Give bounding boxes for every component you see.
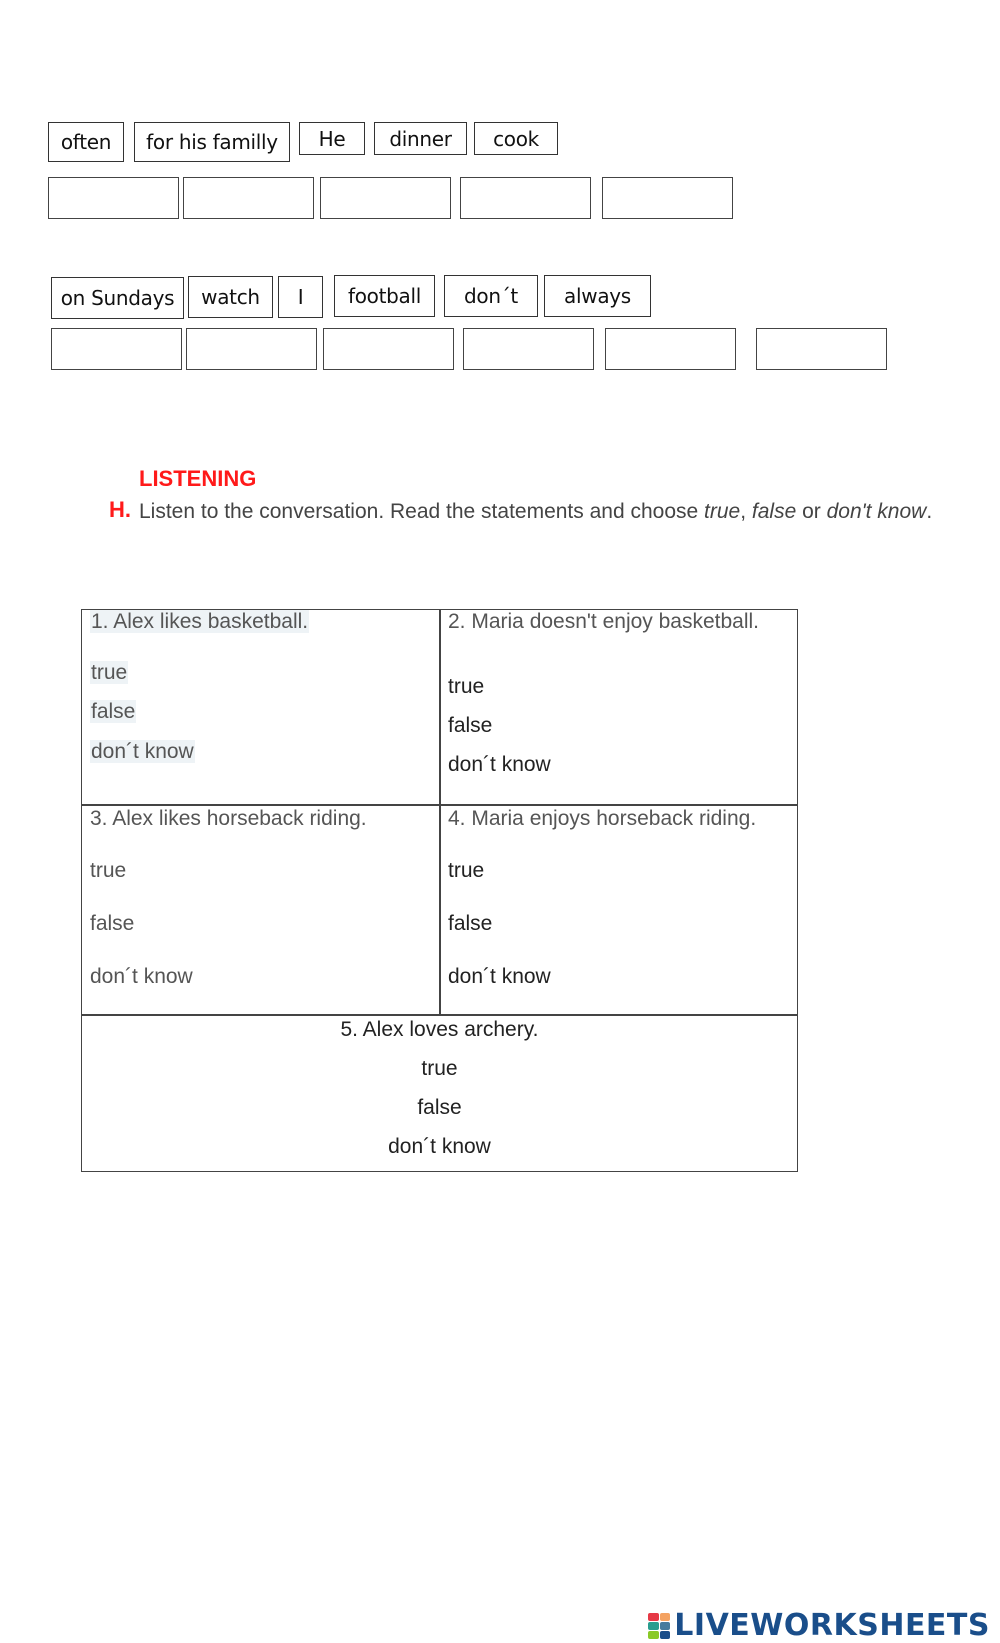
answer-slot[interactable] bbox=[320, 177, 451, 219]
answer-slot[interactable] bbox=[51, 328, 182, 370]
option-dont-know[interactable]: don´t know bbox=[448, 753, 551, 776]
divider bbox=[82, 1014, 797, 1016]
option-false[interactable]: false bbox=[91, 700, 136, 723]
option-true[interactable]: true bbox=[421, 1057, 458, 1080]
word-tile[interactable]: on Sundays bbox=[51, 277, 184, 319]
word-tile[interactable]: often bbox=[48, 122, 124, 162]
brand-logo[interactable] bbox=[648, 1608, 990, 1643]
answer-slot[interactable] bbox=[756, 328, 887, 370]
word-tile[interactable]: dinner bbox=[374, 122, 467, 155]
word-tile[interactable]: He bbox=[299, 122, 365, 155]
statement: 2. Maria doesn't enjoy basketball. bbox=[448, 610, 760, 633]
option-false[interactable]: false bbox=[448, 912, 493, 935]
statement: 3. Alex likes horseback riding. bbox=[90, 807, 367, 830]
option-true[interactable]: true bbox=[90, 859, 127, 882]
answer-slot[interactable] bbox=[602, 177, 733, 219]
statement: 1. Alex likes basketball. bbox=[91, 610, 309, 633]
answer-slot[interactable] bbox=[186, 328, 317, 370]
true-false-table bbox=[81, 609, 798, 1172]
answer-slot[interactable] bbox=[323, 328, 454, 370]
word-tile[interactable]: cook bbox=[474, 122, 558, 155]
option-dont-know[interactable]: don´t know bbox=[90, 965, 193, 988]
logo-icon bbox=[648, 1613, 670, 1639]
option-false[interactable]: false bbox=[448, 714, 493, 737]
brand-name: LIVEWORKSHEETS bbox=[674, 1608, 990, 1643]
option-false[interactable]: false bbox=[417, 1096, 462, 1119]
answer-slot[interactable] bbox=[605, 328, 736, 370]
option-dont-know[interactable]: don´t know bbox=[448, 965, 551, 988]
answer-slot[interactable] bbox=[48, 177, 179, 219]
option-true[interactable]: true bbox=[91, 661, 128, 684]
option-true[interactable]: true bbox=[448, 859, 485, 882]
word-tile[interactable]: watch bbox=[188, 276, 273, 318]
option-true[interactable]: true bbox=[448, 675, 485, 698]
answer-slot[interactable] bbox=[183, 177, 314, 219]
option-dont-know[interactable]: don´t know bbox=[388, 1135, 491, 1158]
option-dont-know[interactable]: don´t know bbox=[91, 740, 194, 763]
statement: 5. Alex loves archery. bbox=[340, 1018, 539, 1041]
word-tile[interactable]: for his familly bbox=[134, 122, 290, 162]
answer-slot[interactable] bbox=[460, 177, 591, 219]
divider bbox=[82, 804, 797, 806]
option-false[interactable]: false bbox=[90, 912, 135, 935]
divider bbox=[439, 610, 441, 1014]
statement: 4. Maria enjoys horseback riding. bbox=[448, 807, 757, 830]
section-title: LISTENING bbox=[139, 466, 257, 491]
answer-slot[interactable] bbox=[463, 328, 594, 370]
instructions: Listen to the conversation. Read the statements and choose true, false or don't know. bbox=[139, 500, 933, 523]
word-tile[interactable]: always bbox=[544, 275, 651, 317]
exercise-letter: H. bbox=[109, 497, 131, 522]
word-tile[interactable]: football bbox=[334, 275, 435, 317]
word-tile[interactable]: I bbox=[278, 276, 323, 318]
word-tile[interactable]: don´t bbox=[444, 275, 538, 317]
